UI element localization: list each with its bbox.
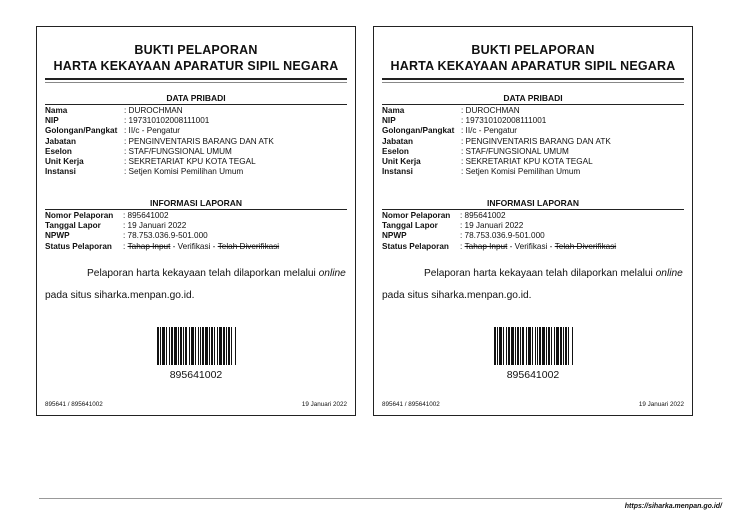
status-step-verifikasi: Verifikasi (177, 241, 211, 251)
field-value: : 78.753.036.9-501.000 (123, 231, 208, 241)
status-row (45, 242, 347, 252)
field-row (382, 231, 684, 241)
field-value: : 895641002 (460, 211, 506, 220)
footer-reference: 895641 / 895641002 (45, 401, 103, 408)
status-row (382, 242, 684, 252)
report-statement (45, 263, 347, 307)
field-label: Status Pelaporan (382, 241, 449, 251)
field-row (45, 157, 347, 167)
status-separator: - (170, 241, 178, 251)
field-label: Nomor Pelaporan (45, 211, 114, 220)
field-row (382, 137, 684, 147)
field-value: : 19 Januari 2022 (460, 221, 524, 231)
field-value: : 19 Januari 2022 (123, 221, 187, 231)
field-label: Unit Kerja (382, 157, 421, 167)
page-footer-url: https://siharka.menpan.go.id/ (624, 503, 722, 510)
status-step-verified: Telah Diverifikasi (554, 241, 617, 251)
footer-reference: 895641 / 895641002 (382, 401, 440, 408)
field-row (45, 137, 347, 147)
field-row (45, 126, 347, 136)
report-statement (382, 263, 684, 307)
field-row (45, 147, 347, 157)
status-step-verified: Telah Diverifikasi (217, 241, 280, 251)
divider (382, 78, 684, 80)
section-heading-personal: DATA PRIBADI (382, 93, 684, 105)
report-info-list (45, 211, 347, 252)
field-label: Golongan/Pangkat (382, 126, 455, 136)
status-separator: - (547, 241, 555, 251)
personal-data-list (45, 106, 347, 177)
receipt-card-right (373, 26, 693, 416)
field-value: : DUROCHMAN (461, 106, 520, 115)
barcode (467, 327, 599, 365)
field-label: Jabatan (45, 136, 76, 146)
status-step-verifikasi: Verifikasi (514, 241, 548, 251)
title-line-2: HARTA KEKAYAAN APARATUR SIPIL NEGARA (53, 59, 339, 73)
field-label: NIP (382, 116, 396, 126)
statement-text: Pelaporan harta kekayaan telah dilaporkan melalui (87, 268, 319, 279)
status-colon: : (460, 241, 465, 251)
field-label: Unit Kerja (45, 157, 84, 167)
status-colon: : (123, 241, 128, 251)
field-row (45, 211, 347, 221)
field-value: : Setjen Komisi Pemilihan Umum (461, 167, 581, 177)
statement-online: online (318, 268, 346, 279)
barcode (130, 327, 262, 365)
status-step-input: Tahap Input (127, 241, 171, 251)
field-value: : 197310102008111001 (461, 116, 547, 126)
footer-date: 19 Januari 2022 (301, 401, 347, 408)
field-row (382, 211, 684, 221)
section-heading-report: INFORMASI LAPORAN (45, 198, 347, 210)
field-row (45, 167, 347, 177)
section-heading-personal: DATA PRIBADI (45, 93, 347, 105)
report-info-list (382, 211, 684, 252)
field-value: : 895641002 (123, 211, 169, 220)
field-row (45, 231, 347, 241)
field-label: Instansi (382, 167, 413, 177)
field-label: Nama (45, 106, 68, 115)
footer-date: 19 Januari 2022 (638, 401, 684, 408)
field-label: Eselon (45, 146, 72, 156)
field-value: : II/c - Pengatur (124, 126, 180, 136)
field-label: Status Pelaporan (45, 241, 112, 251)
field-label: Tanggal Lapor (382, 221, 438, 231)
field-label: NPWP (45, 231, 70, 241)
field-row (45, 106, 347, 116)
title-line-2: HARTA KEKAYAAN APARATUR SIPIL NEGARA (390, 59, 676, 73)
receipt-card-left (36, 26, 356, 416)
field-label: NIP (45, 116, 59, 126)
divider (45, 82, 347, 83)
field-row (382, 106, 684, 116)
receipt-title (37, 42, 355, 74)
field-row (382, 221, 684, 231)
title-line-1: BUKTI PELAPORAN (471, 43, 595, 57)
receipt-title (374, 42, 692, 74)
title-line-1: BUKTI PELAPORAN (134, 43, 258, 57)
barcode-number: 895641002 (169, 369, 223, 381)
status-separator: - (210, 241, 218, 251)
status-separator: - (507, 241, 515, 251)
receipt-footer (45, 401, 347, 408)
status-step-input: Tahap Input (464, 241, 508, 251)
field-row (382, 167, 684, 177)
field-row (45, 221, 347, 231)
field-value: : II/c - Pengatur (461, 126, 517, 136)
field-row (45, 116, 347, 126)
divider (382, 82, 684, 83)
barcode-bar (235, 327, 236, 365)
field-value: : DUROCHMAN (124, 106, 183, 115)
field-label: Nama (382, 106, 405, 115)
field-value: : SEKRETARIAT KPU KOTA TEGAL (461, 157, 593, 167)
field-row (382, 147, 684, 157)
field-label: Tanggal Lapor (45, 221, 101, 231)
field-label: Golongan/Pangkat (45, 126, 118, 136)
field-label: Eselon (382, 146, 409, 156)
field-value: : SEKRETARIAT KPU KOTA TEGAL (124, 157, 256, 167)
divider (45, 78, 347, 80)
field-row (382, 157, 684, 167)
field-row (382, 116, 684, 126)
statement-text: pada situs siharka.menpan.go.id. (45, 290, 195, 301)
field-label: Jabatan (382, 136, 413, 146)
page-footer-divider (39, 498, 722, 499)
personal-data-list (382, 106, 684, 177)
statement-text: pada situs siharka.menpan.go.id. (382, 290, 532, 301)
statement-text: Pelaporan harta kekayaan telah dilaporkan melalui (424, 268, 656, 279)
barcode-bar (572, 327, 573, 365)
field-value: : STAF/FUNGSIONAL UMUM (124, 146, 232, 156)
field-label: Nomor Pelaporan (382, 211, 451, 220)
receipt-footer (382, 401, 684, 408)
field-value: : 197310102008111001 (124, 116, 210, 126)
field-label: NPWP (382, 231, 407, 241)
field-value: : STAF/FUNGSIONAL UMUM (461, 146, 569, 156)
section-heading-report: INFORMASI LAPORAN (382, 198, 684, 210)
field-label: Instansi (45, 167, 76, 177)
field-row (382, 126, 684, 136)
field-value: : Setjen Komisi Pemilihan Umum (124, 167, 244, 177)
field-value: : 78.753.036.9-501.000 (460, 231, 545, 241)
field-value: : PENGINVENTARIS BARANG DAN ATK (461, 136, 611, 146)
statement-online: online (655, 268, 683, 279)
barcode-number: 895641002 (506, 369, 560, 381)
field-value: : PENGINVENTARIS BARANG DAN ATK (124, 136, 274, 146)
